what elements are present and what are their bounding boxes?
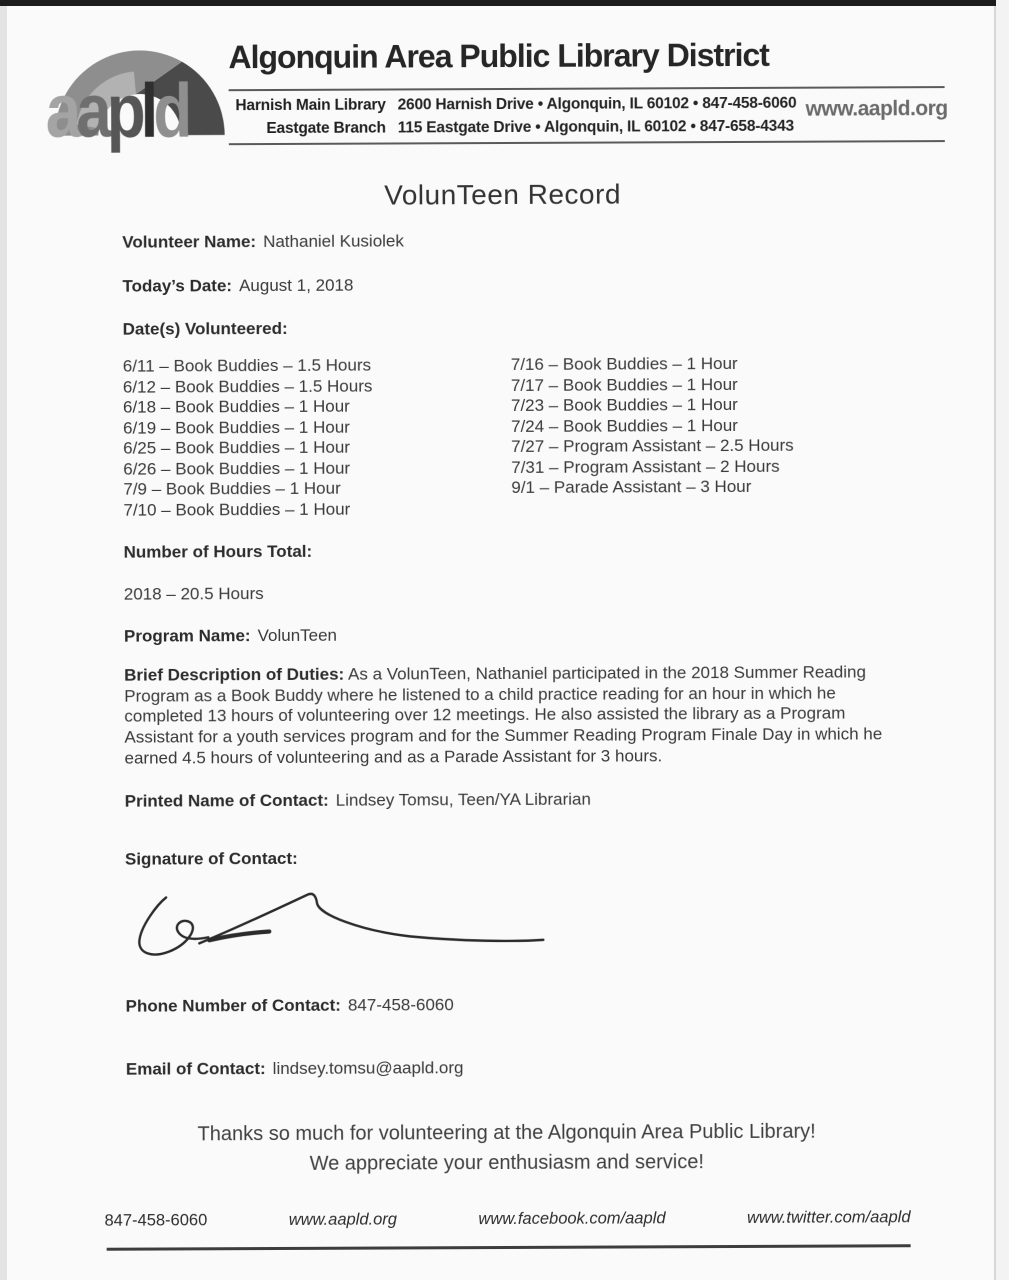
volunteer-name-line (122, 231, 404, 252)
signature-label-line (125, 849, 298, 870)
address-row-eastgate-branch (229, 115, 794, 140)
footer-website: www.aapld.org (288, 1210, 398, 1229)
thanks-line-1: Thanks so much for volunteering at the Algonquin Area Public Library! (197, 1120, 816, 1146)
signature-label: Signature of Contact: (124, 848, 298, 869)
thanks-line-2: We appreciate your enthusiasm and service! (309, 1151, 704, 1175)
signature-icon (129, 878, 561, 968)
date-entry: 6/12 – Book Buddies – 1.5 Hours (122, 376, 373, 397)
address-row-main-library (229, 92, 797, 117)
scan-edge-top (0, 0, 996, 6)
printed-name-value: Lindsey Tomsu, Teen/YA Librarian (335, 789, 591, 810)
location-address: 115 Eastgate Drive • Algonquin, IL 60102 • 847-658-4343 (397, 117, 794, 137)
dates-volunteered-line (123, 319, 288, 340)
header-divider-bottom (229, 140, 945, 145)
library-logo (45, 27, 236, 178)
date-entry: 7/27 – Program Assistant – 2.5 Hours (511, 435, 794, 456)
signature-handwriting (129, 878, 561, 973)
logo-letter: d (153, 68, 188, 154)
thanks-message (2, 1116, 1009, 1180)
printed-name-label: Printed Name of Contact: (124, 790, 329, 811)
date-entry: 6/11 – Book Buddies – 1.5 Hours (122, 355, 372, 376)
volunteer-dates-left-column (123, 356, 373, 521)
program-name-label: Program Name: (123, 626, 251, 646)
hours-total-label-line (124, 542, 313, 563)
location-name: Eastgate Branch (266, 119, 386, 138)
todays-date-label: Today’s Date: (122, 276, 233, 296)
footer-contact-bar (104, 1208, 910, 1231)
phone-label: Phone Number of Contact: (125, 995, 341, 1016)
website-url: www.aapld.org (805, 97, 948, 121)
scan-edge-left (0, 0, 7, 1280)
footer-facebook: www.facebook.com/aapld (478, 1209, 666, 1229)
email-value: lindsey.tomsu@aapld.org (272, 1058, 464, 1079)
footer-phone: 847-458-6060 (104, 1211, 208, 1230)
date-entry: 6/19 – Book Buddies – 1 Hour (123, 417, 350, 438)
email-line (126, 1058, 464, 1079)
volunteer-dates-right-column (511, 354, 794, 499)
duties-label: Brief Description of Duties: (124, 664, 345, 685)
phone-value: 847-458-6060 (347, 995, 454, 1015)
date-entry: 7/31 – Program Assistant – 2 Hours (511, 456, 780, 477)
header-divider-top (229, 86, 945, 91)
program-name-line (124, 626, 337, 647)
hours-total-label: Number of Hours Total: (123, 541, 313, 562)
scan-edge-right (994, 0, 1009, 1280)
date-entry: 7/9 – Book Buddies – 1 Hour (123, 478, 341, 499)
document-title: VolunTeen Record (384, 178, 622, 211)
logo-wordmark (45, 65, 187, 157)
district-name: Algonquin Area Public Library District (228, 36, 769, 76)
location-name: Harnish Main Library (235, 96, 386, 115)
date-entry: 7/16 – Book Buddies – 1 Hour (510, 353, 738, 374)
footer-twitter: www.twitter.com/aapld (746, 1208, 911, 1227)
hours-total-value: 2018 – 20.5 Hours (123, 584, 264, 604)
phone-line (126, 995, 454, 1016)
date-entry: 6/18 – Book Buddies – 1 Hour (122, 396, 350, 417)
location-address: 2600 Harnish Drive • Algonquin, IL 60102 • 847-458-6060 (397, 94, 797, 114)
email-label: Email of Contact: (125, 1059, 266, 1079)
duties-text: As a VolunTeen, Nathaniel participated in the 2018 Summer Reading Program as a Book Buddy where he listened to a child practice reading for an hour in which he completed 13 hours of volunteering over 12 meetings. He also assisted the library as a Program Assistant for a youth services program and for the Summer Reading Program Finale Day in which he earned 4.5 hours of volunteering and as a Parade Assistant for 3 hours. (124, 662, 883, 768)
hours-total-value-line (124, 584, 264, 605)
logo-letter: a (45, 68, 77, 154)
printed-name-line (125, 790, 591, 812)
date-entry: 7/23 – Book Buddies – 1 Hour (510, 394, 738, 415)
duties-paragraph (124, 662, 910, 769)
date-entry: 7/17 – Book Buddies – 1 Hour (510, 374, 738, 395)
logo-letter: a (75, 68, 107, 154)
todays-date-value: August 1, 2018 (239, 275, 354, 296)
date-entry: 7/24 – Book Buddies – 1 Hour (511, 415, 738, 436)
todays-date-line (122, 276, 353, 297)
date-entry: 9/1 – Parade Assistant – 3 Hour (511, 476, 752, 497)
date-entry: 6/25 – Book Buddies – 1 Hour (123, 437, 351, 458)
address-block (229, 92, 797, 140)
dates-volunteered-label: Date(s) Volunteered: (122, 318, 288, 339)
logo-letter: l (140, 68, 154, 154)
volunteer-name-label: Volunteer Name: (122, 232, 257, 252)
date-entry: 7/10 – Book Buddies – 1 Hour (123, 499, 351, 520)
footer-divider (107, 1244, 911, 1251)
volunteer-name-value: Nathaniel Kusiolek (263, 231, 404, 252)
program-name-value: VolunTeen (257, 625, 338, 646)
date-entry: 6/26 – Book Buddies – 1 Hour (123, 458, 351, 479)
logo-letter: p (106, 68, 141, 154)
